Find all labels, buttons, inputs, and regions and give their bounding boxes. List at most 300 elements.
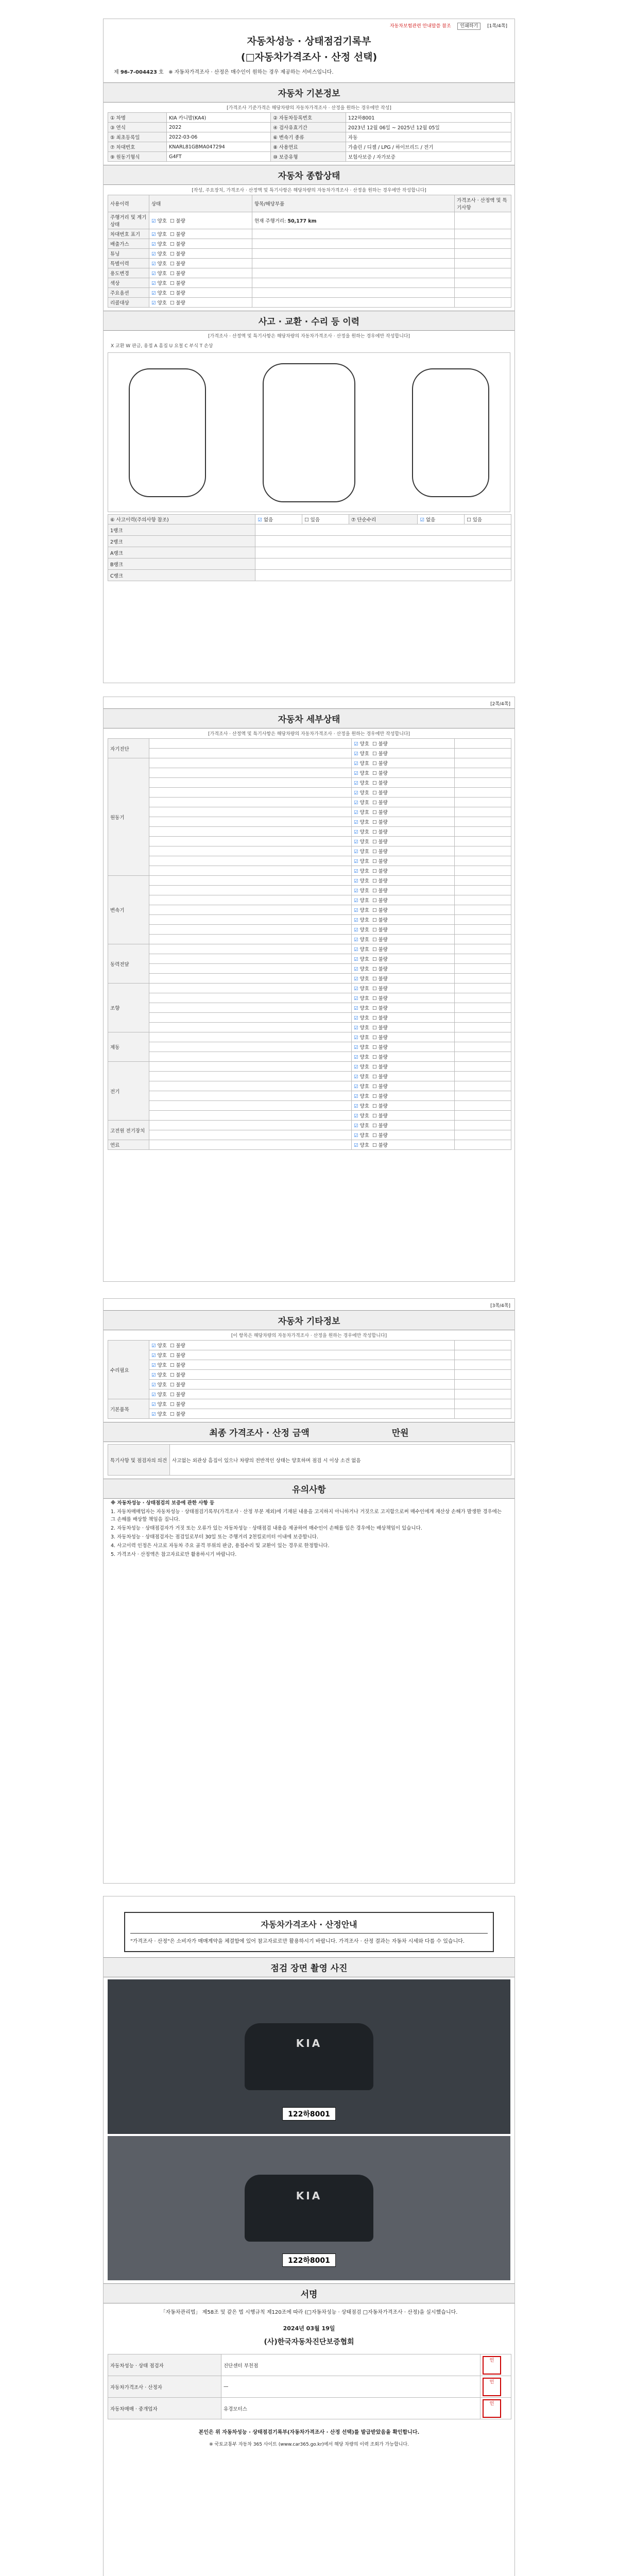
rank-cells [255,570,511,581]
detail-state[interactable] [352,876,455,886]
check-good[interactable]: ☑ 양호 [354,1006,369,1011]
detail-item [149,1023,352,1032]
rank-cells [255,558,511,570]
detail-state[interactable] [352,974,455,984]
detail-state[interactable] [352,905,455,915]
check-good[interactable]: ☑ 양호 [354,1064,369,1070]
detail-row [108,1130,511,1140]
detail-item [149,984,352,993]
check-good[interactable]: ☑ 양호 [354,859,369,865]
detail-row [108,1042,511,1052]
etc-state[interactable] [149,1370,455,1380]
check-good[interactable]: ☑ 양호 [151,251,167,257]
check-good[interactable]: ☑ 양호 [151,300,167,306]
summary-row [108,278,511,288]
check-bad[interactable]: ☐ 불량 [170,261,185,267]
check-bad[interactable]: ☐ 불량 [170,242,185,247]
check-good[interactable]: ☑ 양호 [354,918,369,923]
no-label: 제 [114,70,119,75]
detail-price [455,954,511,964]
check-bad[interactable]: ☐ 불량 [372,967,388,972]
detail-item [149,1032,352,1042]
detail-state[interactable] [352,1140,455,1150]
check-bad[interactable]: ☐ 불량 [372,1055,388,1060]
summary-row-item [252,239,455,249]
detail-state[interactable] [352,944,455,954]
rank-row [108,558,511,570]
sign-title: 서명 [104,2283,514,2303]
check-bad[interactable]: ☐ 불량 [170,218,185,224]
check-bad[interactable]: ☐ 불량 [170,1402,185,1408]
detail-state[interactable] [352,1023,455,1032]
detail-price [455,798,511,807]
basic-row [108,132,511,142]
check-bad[interactable]: ☐ 불량 [372,790,388,796]
check-bad[interactable]: ☐ 불량 [372,859,388,865]
etc-state[interactable] [149,1399,455,1409]
detail-item [149,925,352,935]
check-bad[interactable]: ☐ 불량 [372,1123,388,1129]
etc-price [455,1360,511,1370]
check-good[interactable]: ☑ 양호 [151,291,167,296]
check-bad[interactable]: ☐ 불량 [372,898,388,904]
check-good[interactable]: ☑ 양호 [354,976,369,982]
check-bad[interactable]: ☐ 불량 [170,1343,185,1349]
accident-q2: ⑦ 단순수리 [349,515,418,524]
summary-row-state[interactable] [149,298,252,308]
summary-row-item [252,278,455,288]
check-bad[interactable]: ☐ 불량 [372,957,388,962]
check-bad[interactable]: ☐ 불량 [170,300,185,306]
detail-row [108,758,511,768]
summary-row-item [252,268,455,278]
check-bad[interactable]: ☐ 불량 [372,986,388,992]
check-good[interactable]: ☑ 양호 [354,898,369,904]
accident-q2-none[interactable]: ☑ 없음 [418,515,465,524]
check-good[interactable]: ☑ 양호 [354,1045,369,1050]
detail-state[interactable] [352,788,455,798]
detail-item [149,876,352,886]
etc-state[interactable] [149,1380,455,1389]
detail-state[interactable] [352,1072,455,1081]
seal-stamp: 인 [483,2356,501,2375]
check-bad[interactable]: ☐ 불량 [372,829,388,835]
detail-row [108,807,511,817]
summary-row-state[interactable] [149,278,252,288]
detail-price [455,778,511,788]
detail-state[interactable] [352,1081,455,1091]
detail-state[interactable] [352,739,455,749]
detail-state[interactable] [352,1042,455,1052]
summary-row-price [455,249,511,259]
check-bad[interactable]: ☐ 불량 [372,937,388,943]
detail-state[interactable] [352,1003,455,1013]
check-good[interactable]: ☑ 양호 [151,218,167,224]
detail-row [108,846,511,856]
detail-price [455,925,511,935]
detail-price [455,1091,511,1101]
etc-sub: [이 항목은 해당차량의 자동차가격조사 · 산정을 원하는 경우에만 작성합니다] [231,1333,387,1338]
basic-value: 보험사보증 / 자가보증 [346,152,511,162]
check-good[interactable]: ☑ 양호 [354,849,369,855]
check-bad[interactable]: ☐ 불량 [372,947,388,953]
detail-state[interactable] [352,798,455,807]
detail-price [455,1130,511,1140]
detail-state[interactable] [352,866,455,876]
detail-state[interactable] [352,1062,455,1072]
check-good[interactable]: ☑ 양호 [354,957,369,962]
detail-state[interactable] [352,1111,455,1121]
summary-row-label: 색상 [108,278,149,288]
check-bad[interactable]: ☐ 불량 [372,1025,388,1031]
page-number: [1쪽/4쪽] [487,24,507,29]
check-good[interactable]: ☑ 양호 [151,232,167,238]
etc-row [108,1360,511,1370]
detail-state[interactable] [352,817,455,827]
detail-item [149,807,352,817]
check-good[interactable]: ☑ 양호 [354,947,369,953]
detail-item [149,837,352,846]
check-good[interactable]: ☑ 양호 [354,937,369,943]
page-1 [103,19,515,683]
detail-state[interactable] [352,915,455,925]
detail-item [149,1130,352,1140]
check-bad[interactable]: ☐ 불량 [372,1015,388,1021]
detail-state[interactable] [352,1032,455,1042]
detail-row [108,984,511,993]
rank-row [108,570,511,581]
footer-note: ※ 국토교통부 자동차 365 사이트 (www.car365.go.kr)에서 해당 차량의 이력 조회가 가능합니다. [209,2442,409,2447]
summary-row [108,288,511,298]
check-bad[interactable]: ☐ 불량 [372,1074,388,1080]
summary-row-state[interactable] [149,249,252,259]
summary-row-item [252,288,455,298]
rank-row [108,536,511,547]
seal-stamp: 인 [483,2399,501,2418]
detail-item [149,905,352,915]
check-bad[interactable]: ☐ 불량 [372,888,388,894]
check-good[interactable]: ☑ 양호 [354,829,369,835]
check-good[interactable]: ☑ 양호 [151,1353,167,1359]
detail-state[interactable] [352,935,455,944]
summary-row-price [455,298,511,308]
etc-state[interactable] [149,1341,455,1350]
check-bad[interactable]: ☐ 불량 [170,1392,185,1398]
check-bad[interactable]: ☐ 불량 [372,869,388,874]
check-bad[interactable]: ☐ 불량 [170,291,185,296]
check-good[interactable]: ☑ 양호 [354,878,369,884]
check-bad[interactable]: ☐ 불량 [372,1045,388,1050]
check-bad[interactable]: ☐ 불량 [372,1084,388,1090]
check-good[interactable]: ☑ 양호 [354,839,369,845]
check-bad[interactable]: ☐ 불량 [372,761,388,767]
check-good[interactable]: ☑ 양호 [354,996,369,1002]
detail-price [455,758,511,768]
caution-note: 1. 자동차매매업자는 자동차성능 · 상태점검기록부(가격조사 · 산정 부분 제외)에 기재된 내용을 고지하지 아니하거나 거짓으로 고지함으로써 매수인에게 재산상 손해가 발생한 경우에는 그 손해를 배상할 책임을 집니다. [111,1509,502,1522]
etc-price [455,1409,511,1419]
detail-row [108,1032,511,1042]
check-good[interactable]: ☑ 양호 [354,1143,369,1148]
detail-price [455,1140,511,1150]
check-good[interactable]: ☑ 양호 [354,751,369,757]
summary-row [108,229,511,239]
check-bad[interactable]: ☐ 불량 [372,1006,388,1011]
check-bad[interactable]: ☐ 불량 [170,281,185,286]
check-good[interactable]: ☑ 양호 [151,1372,167,1378]
caution-note: ※ 자동차성능 · 상태점검의 보증에 관한 사항 등 [111,1500,215,1506]
check-bad[interactable]: ☐ 불량 [372,800,388,806]
detail-item [149,1121,352,1130]
detail-state[interactable] [352,1101,455,1111]
check-good[interactable]: ☑ 양호 [354,1123,369,1129]
summary-row [108,298,511,308]
check-good[interactable]: ☑ 양호 [151,1402,167,1408]
summary-row-label: 주행거리 및 계기상태 [108,212,149,229]
accident-q1-none[interactable]: ☑ 없음 [255,515,302,524]
basic-label: ④ 검사유효기간 [271,123,346,132]
check-good[interactable]: ☑ 양호 [354,800,369,806]
notice-link[interactable]: 자동차보험관련 안내말씀 참조 [389,24,451,29]
detail-state[interactable] [352,856,455,866]
check-bad[interactable]: ☐ 불량 [372,1064,388,1070]
sign-person: — [221,2376,480,2398]
detail-state[interactable] [352,954,455,964]
check-good[interactable]: ☑ 양호 [354,820,369,825]
check-bad[interactable]: ☐ 불량 [372,849,388,855]
detail-row [108,1081,511,1091]
detail-row [108,944,511,954]
rank-row [108,547,511,558]
no-note: ※ 자동차가격조사 · 산정은 매수인이 원하는 경우 제공하는 서비스입니다. [168,70,334,75]
check-bad[interactable]: ☐ 불량 [372,1143,388,1148]
summary-row-state[interactable] [149,268,252,278]
check-good[interactable]: ☑ 양호 [354,967,369,972]
check-good[interactable]: ☑ 양호 [151,1343,167,1349]
detail-price [455,1023,511,1032]
detail-price [455,915,511,925]
check-bad[interactable]: ☐ 불량 [372,751,388,757]
check-good[interactable]: ☑ 양호 [354,1055,369,1060]
caution-note: 5. 가격조사 · 산정액은 참고자료로만 활용하시기 바랍니다. [111,1552,237,1557]
detail-state[interactable] [352,925,455,935]
detail-item [149,856,352,866]
check-bad[interactable]: ☐ 불량 [372,1094,388,1099]
check-bad[interactable]: ☐ 불량 [170,271,185,277]
basic-row [108,142,511,152]
detail-sub: [가격조사 · 산정액 및 특기사항은 해당차량의 자동차가격조사 · 산정을 원하는 경우에만 작성합니다] [208,732,410,737]
detail-state[interactable] [352,895,455,905]
check-good[interactable]: ☑ 양호 [354,986,369,992]
detail-state[interactable] [352,846,455,856]
check-bad[interactable]: ☐ 불량 [372,1113,388,1119]
sign-stamp-cell [480,2354,511,2376]
detail-row [108,1111,511,1121]
check-bad[interactable]: ☐ 불량 [170,1363,185,1368]
summary-col-item: 항목/해당부품 [252,195,455,212]
detail-row [108,837,511,846]
detail-state[interactable] [352,768,455,778]
check-bad[interactable]: ☐ 불량 [372,781,388,786]
check-good[interactable]: ☑ 양호 [354,927,369,933]
check-bad[interactable]: ☐ 불량 [372,878,388,884]
summary-row-state[interactable] [149,212,252,229]
check-bad[interactable]: ☐ 불량 [170,1372,185,1378]
check-good[interactable]: ☑ 양호 [354,869,369,874]
etc-state[interactable] [149,1360,455,1370]
check-good[interactable]: ☑ 양호 [151,281,167,286]
detail-price [455,817,511,827]
detail-item [149,798,352,807]
summary-row-state[interactable] [149,259,252,268]
check-good[interactable]: ☑ 양호 [354,1084,369,1090]
summary-row-state[interactable] [149,239,252,249]
check-good[interactable]: ☑ 양호 [151,271,167,277]
detail-row [108,886,511,895]
detail-state[interactable] [352,807,455,817]
check-bad[interactable]: ☐ 불량 [372,839,388,845]
check-bad[interactable]: ☐ 불량 [372,927,388,933]
detail-state[interactable] [352,984,455,993]
etc-state[interactable] [149,1409,455,1419]
check-bad[interactable]: ☐ 불량 [372,741,388,747]
summary-row-item [252,259,455,268]
check-bad[interactable]: ☐ 불량 [372,820,388,825]
summary-row-state[interactable] [149,229,252,239]
check-bad[interactable]: ☐ 불량 [372,976,388,982]
check-good[interactable]: ☑ 양호 [354,888,369,894]
check-good[interactable]: ☑ 양호 [354,781,369,786]
summary-row-price [455,288,511,298]
check-good[interactable]: ☑ 양호 [354,1104,369,1109]
summary-col-price: 가격조사 · 산정액 및 특기사항 [455,195,511,212]
detail-state[interactable] [352,1013,455,1023]
detail-group: 연료 [108,1140,149,1150]
detail-row [108,1013,511,1023]
check-bad[interactable]: ☐ 불량 [372,1104,388,1109]
check-bad[interactable]: ☐ 불량 [372,771,388,776]
check-good[interactable]: ☑ 양호 [354,771,369,776]
accident-q1-has[interactable]: ☐ 있음 [302,515,349,524]
detail-row [108,915,511,925]
detail-state[interactable] [352,749,455,758]
basic-row [108,152,511,162]
check-bad[interactable]: ☐ 불량 [372,996,388,1002]
summary-row-state[interactable] [149,288,252,298]
basic-value: 자동 [346,132,511,142]
check-good[interactable]: ☑ 양호 [354,1025,369,1031]
summary-col-use: 사용이력 [108,195,149,212]
detail-state[interactable] [352,827,455,837]
check-good[interactable]: ☑ 양호 [151,1363,167,1368]
detail-state[interactable] [352,1121,455,1130]
sign-stamp-cell [480,2398,511,2419]
detail-state[interactable] [352,1091,455,1101]
detail-state[interactable] [352,886,455,895]
detail-price [455,895,511,905]
check-good[interactable]: ☑ 양호 [151,1382,167,1388]
check-good[interactable]: ☑ 양호 [354,1133,369,1139]
summary-row-label: 주요옵션 [108,288,149,298]
detail-state[interactable] [352,1052,455,1062]
detail-item [149,1101,352,1111]
detail-state[interactable] [352,964,455,974]
etc-row [108,1399,511,1409]
check-good[interactable]: ☑ 양호 [354,790,369,796]
check-bad[interactable]: ☐ 불량 [372,1035,388,1041]
detail-row [108,856,511,866]
check-bad[interactable]: ☐ 불량 [170,232,185,238]
etc-price [455,1370,511,1380]
summary-row [108,239,511,249]
detail-state[interactable] [352,758,455,768]
check-bad[interactable]: ☐ 불량 [372,908,388,913]
check-good[interactable]: ☑ 양호 [354,908,369,913]
check-good[interactable]: ☑ 양호 [354,1035,369,1041]
basic-value: KNARL81GBMA047294 [167,142,271,152]
summary-section-title: 자동차 종합상태 [104,165,514,185]
check-good[interactable]: ☑ 양호 [354,1113,369,1119]
check-bad[interactable]: ☐ 불량 [372,918,388,923]
etc-row [108,1409,511,1419]
guide-box [124,1912,494,1952]
check-good[interactable]: ☑ 양호 [151,242,167,247]
detail-item [149,749,352,758]
detail-group: 동력전달 [108,944,149,984]
detail-price [455,827,511,837]
detail-item [149,739,352,749]
detail-row [108,866,511,876]
detail-price [455,974,511,984]
detail-group: 전기 [108,1062,149,1121]
check-bad[interactable]: ☐ 불량 [372,810,388,816]
etc-state[interactable] [149,1350,455,1360]
summary-row-item [252,249,455,259]
accident-q2-has[interactable]: ☐ 있음 [465,515,511,524]
summary-row [108,212,511,229]
check-good[interactable]: ☑ 양호 [151,1412,167,1417]
check-good[interactable]: ☑ 양호 [354,1015,369,1021]
check-bad[interactable]: ☐ 불량 [372,1133,388,1139]
check-good[interactable]: ☑ 양호 [354,741,369,747]
check-bad[interactable]: ☐ 불량 [170,251,185,257]
photo-title: 점검 장면 촬영 사진 [104,1957,514,1977]
detail-item [149,1013,352,1023]
check-good[interactable]: ☑ 양호 [354,1074,369,1080]
detail-state[interactable] [352,837,455,846]
check-bad[interactable]: ☐ 불량 [170,1412,185,1417]
check-good[interactable]: ☑ 양호 [354,810,369,816]
detail-row [108,964,511,974]
check-good[interactable]: ☑ 양호 [151,261,167,267]
etc-state[interactable] [149,1389,455,1399]
print-button[interactable]: 인쇄하기 [457,23,480,30]
check-bad[interactable]: ☐ 불량 [170,1382,185,1388]
detail-price [455,1081,511,1091]
detail-price [455,1042,511,1052]
detail-group: 변속기 [108,876,149,944]
etc-group: 수리필요 [108,1341,149,1399]
check-good[interactable]: ☑ 양호 [354,761,369,767]
check-good[interactable]: ☑ 양호 [151,1392,167,1398]
detail-state[interactable] [352,778,455,788]
detail-state[interactable] [352,993,455,1003]
detail-price [455,846,511,856]
special-label: 특기사항 및 점검자의 의견 [108,1445,170,1476]
detail-state[interactable] [352,1130,455,1140]
check-bad[interactable]: ☐ 불량 [170,1353,185,1359]
summary-row-price [455,239,511,249]
check-good[interactable]: ☑ 양호 [354,1094,369,1099]
